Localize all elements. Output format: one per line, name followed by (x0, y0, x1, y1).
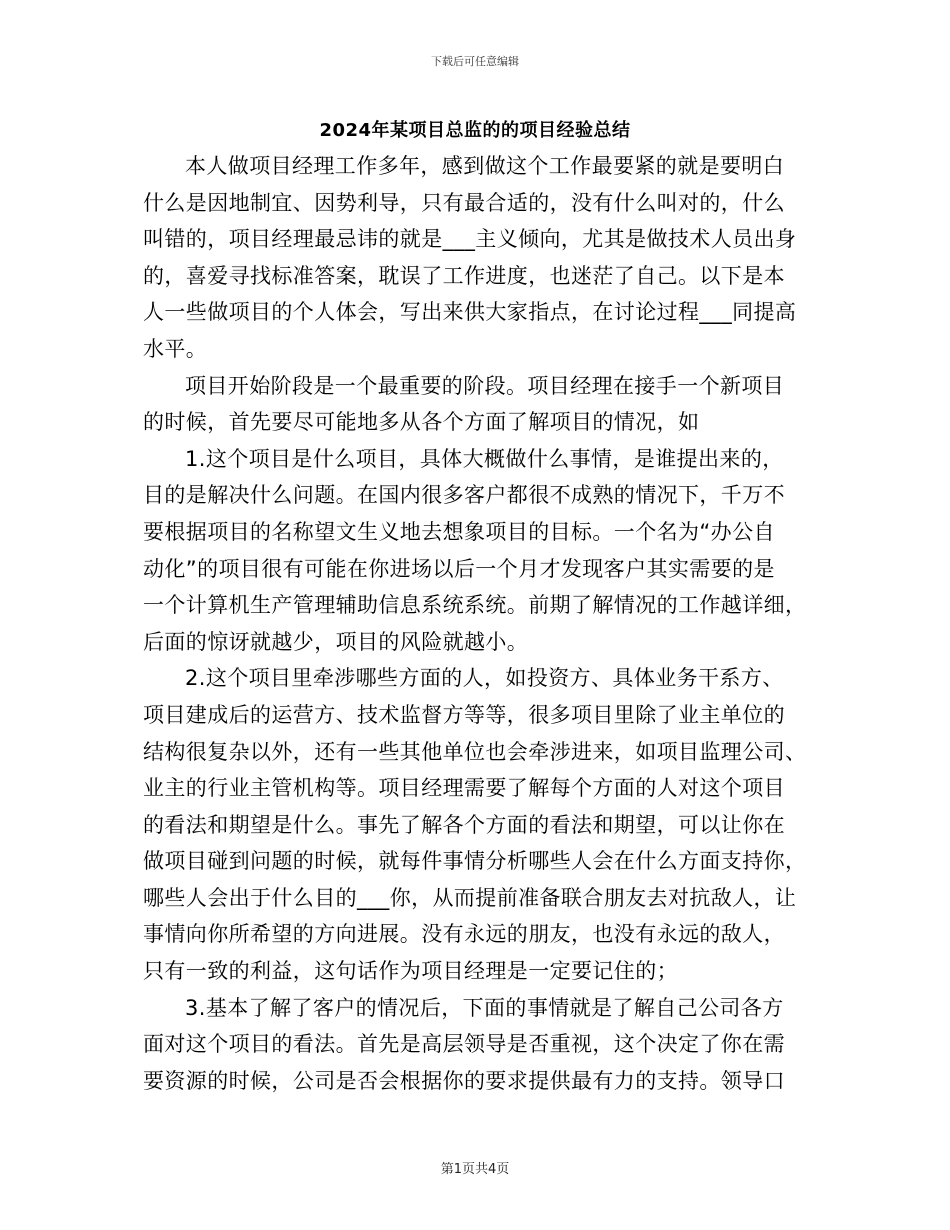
paragraph-line: 的时候，首先要尽可能地多从各个方面了解项目的情况，如 (143, 410, 700, 435)
paragraph-line: 2.这个项目里牵涉哪些方面的人，如投资方、具体业务干系方、 (185, 666, 784, 691)
paragraph-line: 水平。 (143, 336, 208, 361)
paragraph-line: 哪些人会出于什么目的___你，从而提前准备联合朋友去对抗敌人，让 (143, 885, 797, 910)
paragraph-line: 3.基本了解了客户的情况后，下面的事情就是了解自己公司各方 (185, 995, 784, 1020)
paragraph-line: 只有一致的利益，这句话作为项目经理是一定要记住的； (143, 959, 678, 984)
paragraph-line: 叫错的，项目经理最忌讳的就是___主义倾向，尤其是做技术人员出身 (143, 227, 797, 252)
paragraph-line: 目的是解决什么问题。在国内很多客户都很不成熟的情况下，千万不 (143, 483, 785, 508)
paragraph-line: 动化”的项目很有可能在你进场以后一个月才发现客户其实需要的是 (143, 556, 775, 581)
paragraph-line: 人一些做项目的个人体会，写出来供大家指点，在讨论过程___同提高 (143, 300, 797, 325)
header-note: 下载后可任意编辑 (431, 55, 519, 68)
paragraph-line: 的，喜爱寻找标准答案，耽误了工作进度，也迷茫了自己。以下是本 (143, 263, 785, 288)
paragraph-line: 后面的惊讶就越少，项目的风险就越小。 (143, 629, 529, 654)
paragraph-line: 项目建成后的运营方、技术监督方等等，很多项目里除了业主单位的 (143, 702, 785, 727)
paragraph-line: 项目开始阶段是一个最重要的阶段。项目经理在接手一个新项目 (185, 373, 785, 398)
paragraph-line: 结构很复杂以外，还有一些其他单位也会牵涉进来，如项目监理公司、 (143, 739, 807, 764)
document-body (143, 148, 807, 1099)
paragraph-line: 要根据项目的名称望文生义地去想象项目的目标。一个名为“办公自 (143, 519, 775, 544)
paragraph-line: 一个计算机生产管理辅助信息系统系统。前期了解情况的工作越详细， (143, 593, 807, 618)
paragraph-line: 要资源的时候，公司是否会根据你的要求提供最有力的支持。领导口 (143, 1068, 785, 1093)
paragraph-line: 事情向你所希望的方向进展。没有永远的朋友，也没有永远的敌人， (143, 922, 785, 947)
paragraph-line: 业主的行业主管机构等。项目经理需要了解每个方面的人对这个项目 (143, 776, 785, 801)
page-number: 第1页共4页 (440, 1162, 510, 1177)
paragraph-line: 本人做项目经理工作多年，感到做这个工作最要紧的就是要明白 (185, 154, 785, 178)
document-title: 2024年某项目总监的的项目经验总结 (319, 120, 631, 141)
paragraph-line: 做项目碰到问题的时候，就每件事情分析哪些人会在什么方面支持你， (143, 849, 807, 874)
paragraph-line: 1.这个项目是什么项目，具体大概做什么事情，是谁提出来的， (185, 446, 784, 471)
paragraph-line: 的看法和期望是什么。事先了解各个方面的看法和期望，可以让你在 (143, 812, 785, 837)
paragraph-line: 面对这个项目的看法。首先是高层领导是否重视，这个决定了你在需 (143, 1032, 785, 1057)
paragraph-line: 什么是因地制宜、因势利导，只有最合适的，没有什么叫对的，什么 (143, 190, 785, 215)
